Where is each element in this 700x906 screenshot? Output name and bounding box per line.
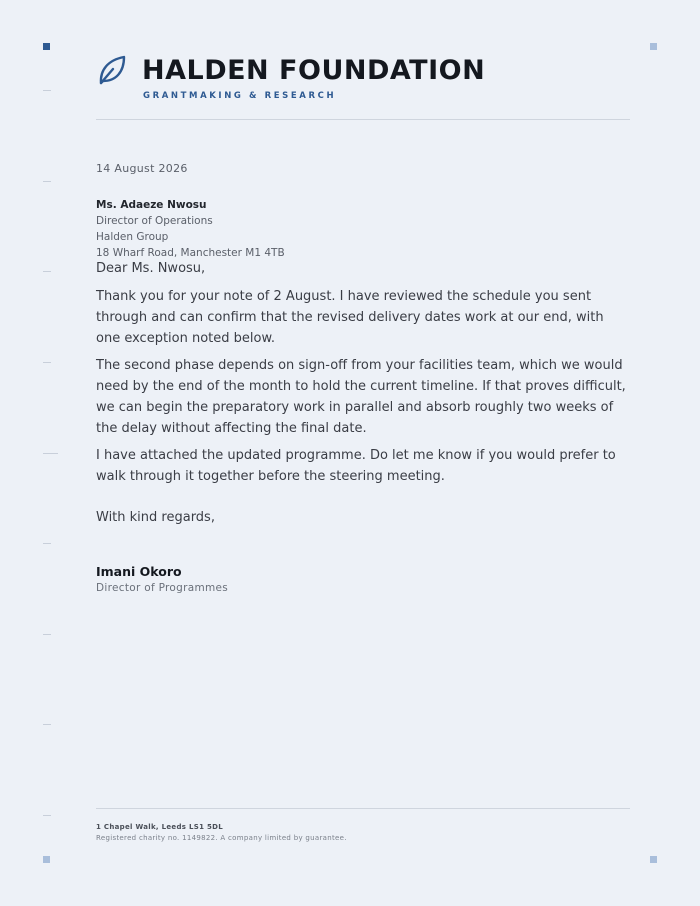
footer-address: 1 Chapel Walk, Leeds LS1 5DL <box>96 823 224 831</box>
margin-tick <box>43 362 51 363</box>
closing: With kind regards, <box>96 510 215 525</box>
recipient-name: Ms. Adaeze Nwosu <box>96 199 207 211</box>
margin-tick <box>43 815 51 816</box>
margin-tick <box>43 181 51 182</box>
paragraph: I have attached the updated programme. Do let me know if you would prefer to walk through it together before the steering meeting. <box>96 448 616 484</box>
recipient-block <box>96 197 285 261</box>
corner-mark-top-right <box>650 43 657 50</box>
margin-tick <box>43 634 51 635</box>
margin-tick <box>43 543 51 544</box>
salutation: Dear Ms. Nwosu, <box>96 261 206 276</box>
fold-mark <box>43 453 58 454</box>
recipient-company: Halden Group <box>96 231 169 243</box>
corner-mark-bottom-right <box>650 856 657 863</box>
corner-mark-top-left <box>43 43 50 50</box>
letter-date: 14 August 2026 <box>96 162 188 175</box>
recipient-address: 18 Wharf Road, Manchester M1 4TB <box>96 247 285 259</box>
header-divider <box>96 119 630 120</box>
paragraph: The second phase depends on sign-off from your facilities team, which we would need by the end of the month to hold the current timeline. If that proves difficult, we can begin the preparatory work in parallel and absorb roughly two weeks of the delay without affecting the final date. <box>96 358 626 436</box>
signatory-title: Director of Programmes <box>96 582 229 594</box>
footer-divider <box>96 808 630 809</box>
corner-mark-bottom-left <box>43 856 50 863</box>
footer <box>96 822 347 844</box>
org-name: HALDEN FOUNDATION <box>142 55 486 86</box>
margin-tick <box>43 724 51 725</box>
signature-block <box>96 564 228 594</box>
letterhead <box>96 54 630 120</box>
org-tagline: GRANTMAKING & RESEARCH <box>143 91 337 101</box>
footer-legal: Registered charity no. 1149822. A company limited by guarantee. <box>96 834 347 842</box>
signatory-name: Imani Okoro <box>96 564 182 579</box>
paragraph: Thank you for your note of 2 August. I have reviewed the schedule you sent through and can confirm that the revised delivery dates work at our end, with one exception noted below. <box>96 289 604 346</box>
leaf-icon <box>96 54 128 86</box>
margin-tick <box>43 271 51 272</box>
letter-body <box>96 258 630 534</box>
margin-tick <box>43 90 51 91</box>
recipient-title: Director of Operations <box>96 215 213 227</box>
